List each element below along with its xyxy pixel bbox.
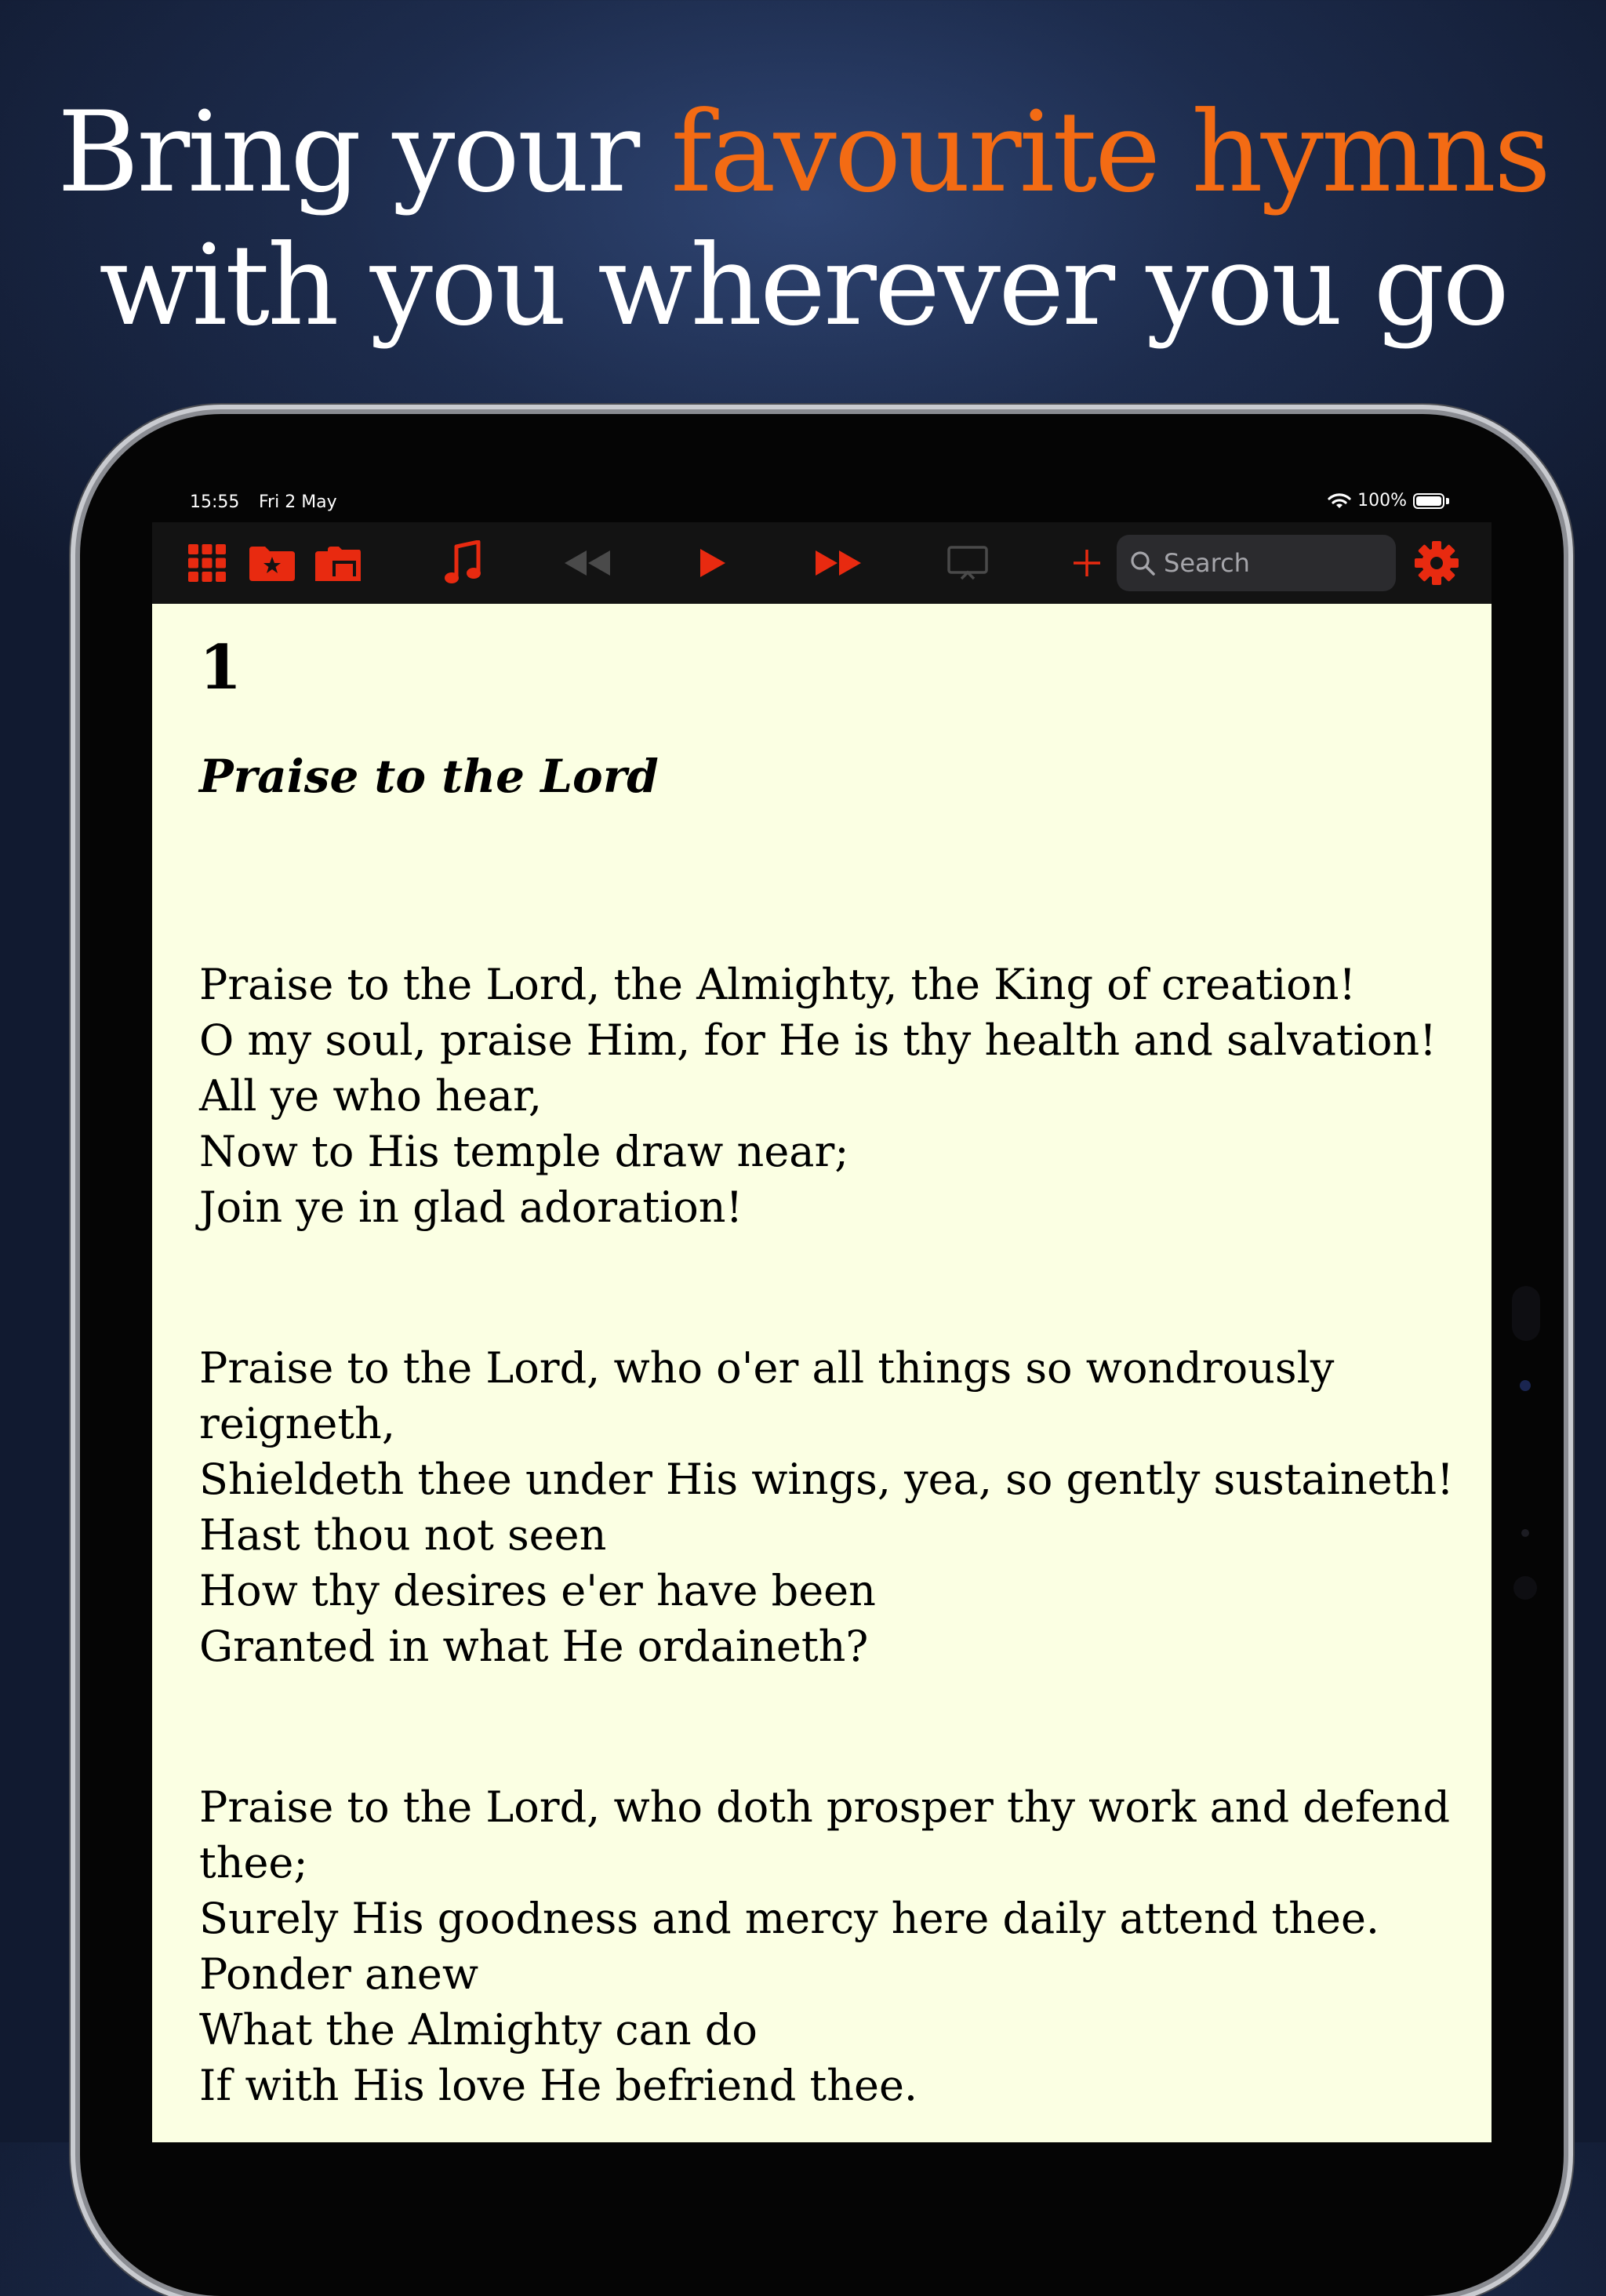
- camera-lens: [1520, 1380, 1531, 1391]
- fast-forward-icon[interactable]: [811, 522, 866, 604]
- verse-line: Granted in what He ordaineth?: [199, 1622, 869, 1671]
- verse-line: How thy desires e'er have been: [199, 1566, 876, 1615]
- rewind-icon[interactable]: [560, 522, 615, 604]
- wifi-icon: [1328, 492, 1351, 510]
- verse-line: Shieldeth thee under His wings, yea, so gently sustaineth!: [199, 1455, 1454, 1504]
- verse-1: [199, 957, 1470, 1235]
- status-date: Fri 2 May: [259, 492, 337, 512]
- add-icon[interactable]: [1070, 522, 1104, 604]
- verse-line: Hast thou not seen: [199, 1510, 607, 1560]
- verse-line: Praise to the Lord, who doth prosper thy work and defend: [199, 1782, 1451, 1832]
- search-field[interactable]: [1117, 535, 1396, 591]
- hymn-page[interactable]: [152, 604, 1492, 2142]
- headline-line-2: with you wherever you go: [99, 221, 1507, 351]
- marketing-headline: [0, 86, 1606, 353]
- camera-housing: [1512, 1286, 1540, 1341]
- headline-prefix: Bring your: [57, 88, 671, 217]
- battery-icon: [1413, 493, 1444, 509]
- battery-percentage: 100%: [1357, 491, 1407, 510]
- verse-2: [199, 1340, 1470, 1674]
- library-icon[interactable]: [309, 522, 365, 604]
- verse-line: O my soul, praise Him, for He is thy health and salvation!: [199, 1015, 1437, 1065]
- music-note-icon[interactable]: [439, 522, 486, 604]
- volume-up-button: [1564, 580, 1571, 690]
- verse-line: What the Almighty can do: [199, 2005, 758, 2054]
- verse-line: reigneth,: [199, 1399, 395, 1448]
- verse-3: [199, 1779, 1470, 2113]
- search-icon: [1129, 550, 1156, 576]
- display-icon[interactable]: [944, 522, 991, 604]
- app-toolbar: [152, 522, 1492, 604]
- verse-line: Praise to the Lord, the Almighty, the King of creation!: [199, 960, 1357, 1009]
- verse-line: If with His love He befriend thee.: [199, 2061, 918, 2110]
- favourites-folder-icon[interactable]: [245, 522, 300, 604]
- search-input[interactable]: [1162, 547, 1385, 579]
- verse-line: Now to His temple draw near;: [199, 1127, 849, 1176]
- verse-line: thee;: [199, 1838, 308, 1887]
- play-icon[interactable]: [693, 522, 732, 604]
- status-bar: [154, 486, 1492, 521]
- grid-icon[interactable]: [183, 522, 231, 604]
- sensor-housing: [1513, 1576, 1537, 1600]
- hymn-verses: [199, 957, 1470, 2218]
- verse-line: Join ye in glad adoration!: [199, 1183, 743, 1232]
- verse-line: Surely His goodness and mercy here daily attend thee.: [199, 1894, 1380, 1943]
- verse-line: Ponder anew: [199, 1949, 479, 1999]
- volume-down-button: [1564, 674, 1571, 761]
- status-indicators: [1328, 491, 1449, 510]
- verse-line: Praise to the Lord, who o'er all things so wondrously: [199, 1343, 1335, 1393]
- hymn-title: Praise to the Lord: [199, 750, 659, 803]
- verse-line: All ye who hear,: [199, 1071, 542, 1121]
- hymn-number: 1: [199, 632, 242, 703]
- battery-nub: [1446, 498, 1449, 504]
- settings-icon[interactable]: [1410, 522, 1463, 604]
- headline-line-1: [0, 86, 1606, 220]
- status-time: 15:55: [190, 492, 240, 512]
- sensor-dot: [1521, 1529, 1529, 1537]
- headline-accent: favourite hymns: [670, 88, 1549, 217]
